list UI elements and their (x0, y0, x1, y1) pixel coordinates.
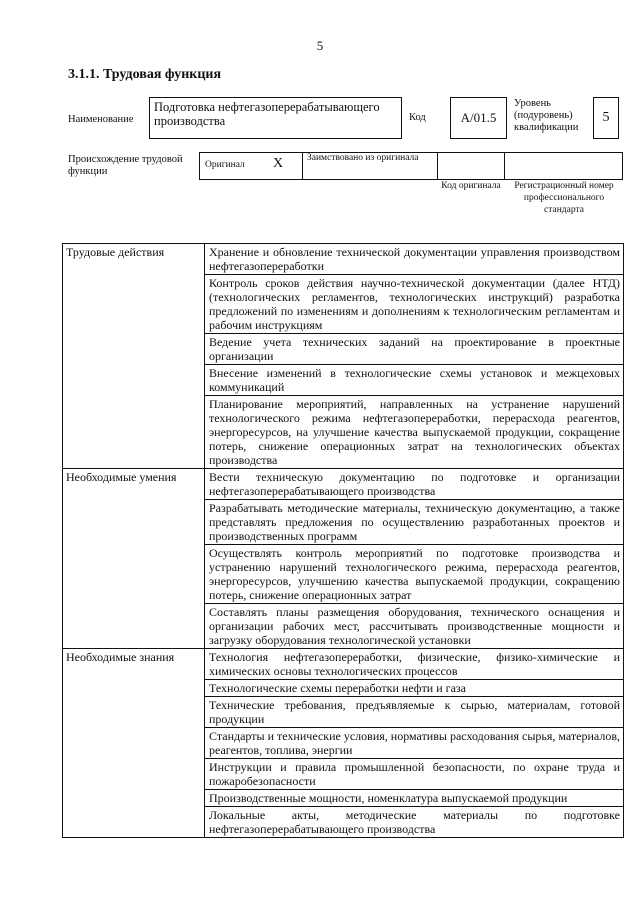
section-title-cell: Необходимые знания (63, 649, 205, 838)
divider (437, 152, 438, 180)
level-value: 5 (602, 110, 610, 125)
list-item: Технологические схемы переработки нефти и газа (205, 679, 623, 696)
caption-reg: Регистрационный номер профессионального стандарта (514, 181, 614, 215)
section-title: 3.1.1. Трудовая функция (68, 67, 222, 82)
list-item: Технология нефтегазопереработки, физические, физико-химические и химических основы технологических процессов (209, 650, 620, 678)
code-value: A/01.5 (460, 110, 497, 125)
list-item: Вести техническую документацию по подготовке и организации нефтегазоперерабатывающего производства (209, 470, 620, 498)
divider (302, 152, 303, 180)
list-item: Осуществлять контроль мероприятий по подготовке производства и устранению нарушений технологического режима, перерасхода реагентов, энергоресурсов, улучшению качества выпускаемой продукции, сокращению потерь, снижение операционных затрат (205, 544, 623, 603)
original-label: Оригинал (205, 160, 245, 170)
caption-code: Код оригинала (441, 181, 501, 191)
page-number: 5 (316, 38, 324, 53)
code-label: Код (409, 112, 426, 123)
list-item: Разрабатывать методические материалы, техническую документацию, а также представлять предложения по осуществлению разработанных проектов и производственных программ (205, 499, 623, 544)
name-value-box (149, 97, 402, 139)
table-row (63, 244, 624, 469)
table-row (63, 469, 624, 649)
list-item: Составлять планы размещения оборудования, технического оснащения и организации рабочих мест, рассчитывать производственные мощности и загрузку оборудования технологической установки (205, 603, 623, 648)
list-item: Производственные мощности, номенклатура выпускаемой продукции (205, 789, 623, 806)
list-item: Планирование мероприятий, направленных на устранение нарушений технологического режима нефтегазопереработки, перерасхода реагентов, энергоресурсов, на улучшение качества выпускаемой продукции, сокращение потерь, снижение операционных затрат на технологических объектах производства (205, 395, 623, 468)
name-value: Подготовка нефтегазоперерабатывающего производства (154, 100, 380, 128)
section-title-cell: Трудовые действия (63, 244, 205, 469)
divider (504, 152, 505, 180)
main-table (62, 243, 624, 838)
list-item: Хранение и обновление технической документации управления производством нефтегазопереработки (209, 245, 620, 273)
original-mark: X (273, 156, 284, 171)
level-value-box (593, 97, 619, 139)
origin-label: Происхождение трудовой функции (68, 154, 183, 177)
list-item: Ведение учета технических заданий на проектирование в проектные организации (205, 333, 623, 364)
list-item: Контроль сроков действия научно-технической документации (далее НТД) (технологических регламентов, технологических инструкций) разработка предложений по изменениям и дополнениям к технологическим регламентам и рабочим инструкциям (205, 274, 623, 333)
list-item: Технические требования, предъявляемые к сырью, материалам, готовой продукции (205, 696, 623, 727)
borrowed-label: Заимствовано из оригинала (307, 153, 419, 163)
list-item: Инструкции и правила промышленной безопасности, по охране труда и пожаробезопасности (205, 758, 623, 789)
name-label: Наименование (68, 114, 134, 125)
list-item: Внесение изменений в технологические схемы установок и межцеховых коммуникаций (205, 364, 623, 395)
code-value-box (450, 97, 507, 139)
section-title-cell: Необходимые умения (63, 469, 205, 649)
list-item: Стандарты и технические условия, нормативы расходования сырья, материалов, реагентов, топлива, энергии (205, 727, 623, 758)
table-row (63, 649, 624, 838)
list-item: Локальные акты, методические материалы по подготовке нефтегазоперерабатывающего производства (205, 806, 623, 837)
level-label: Уровень (подуровень) квалификации (514, 98, 579, 133)
